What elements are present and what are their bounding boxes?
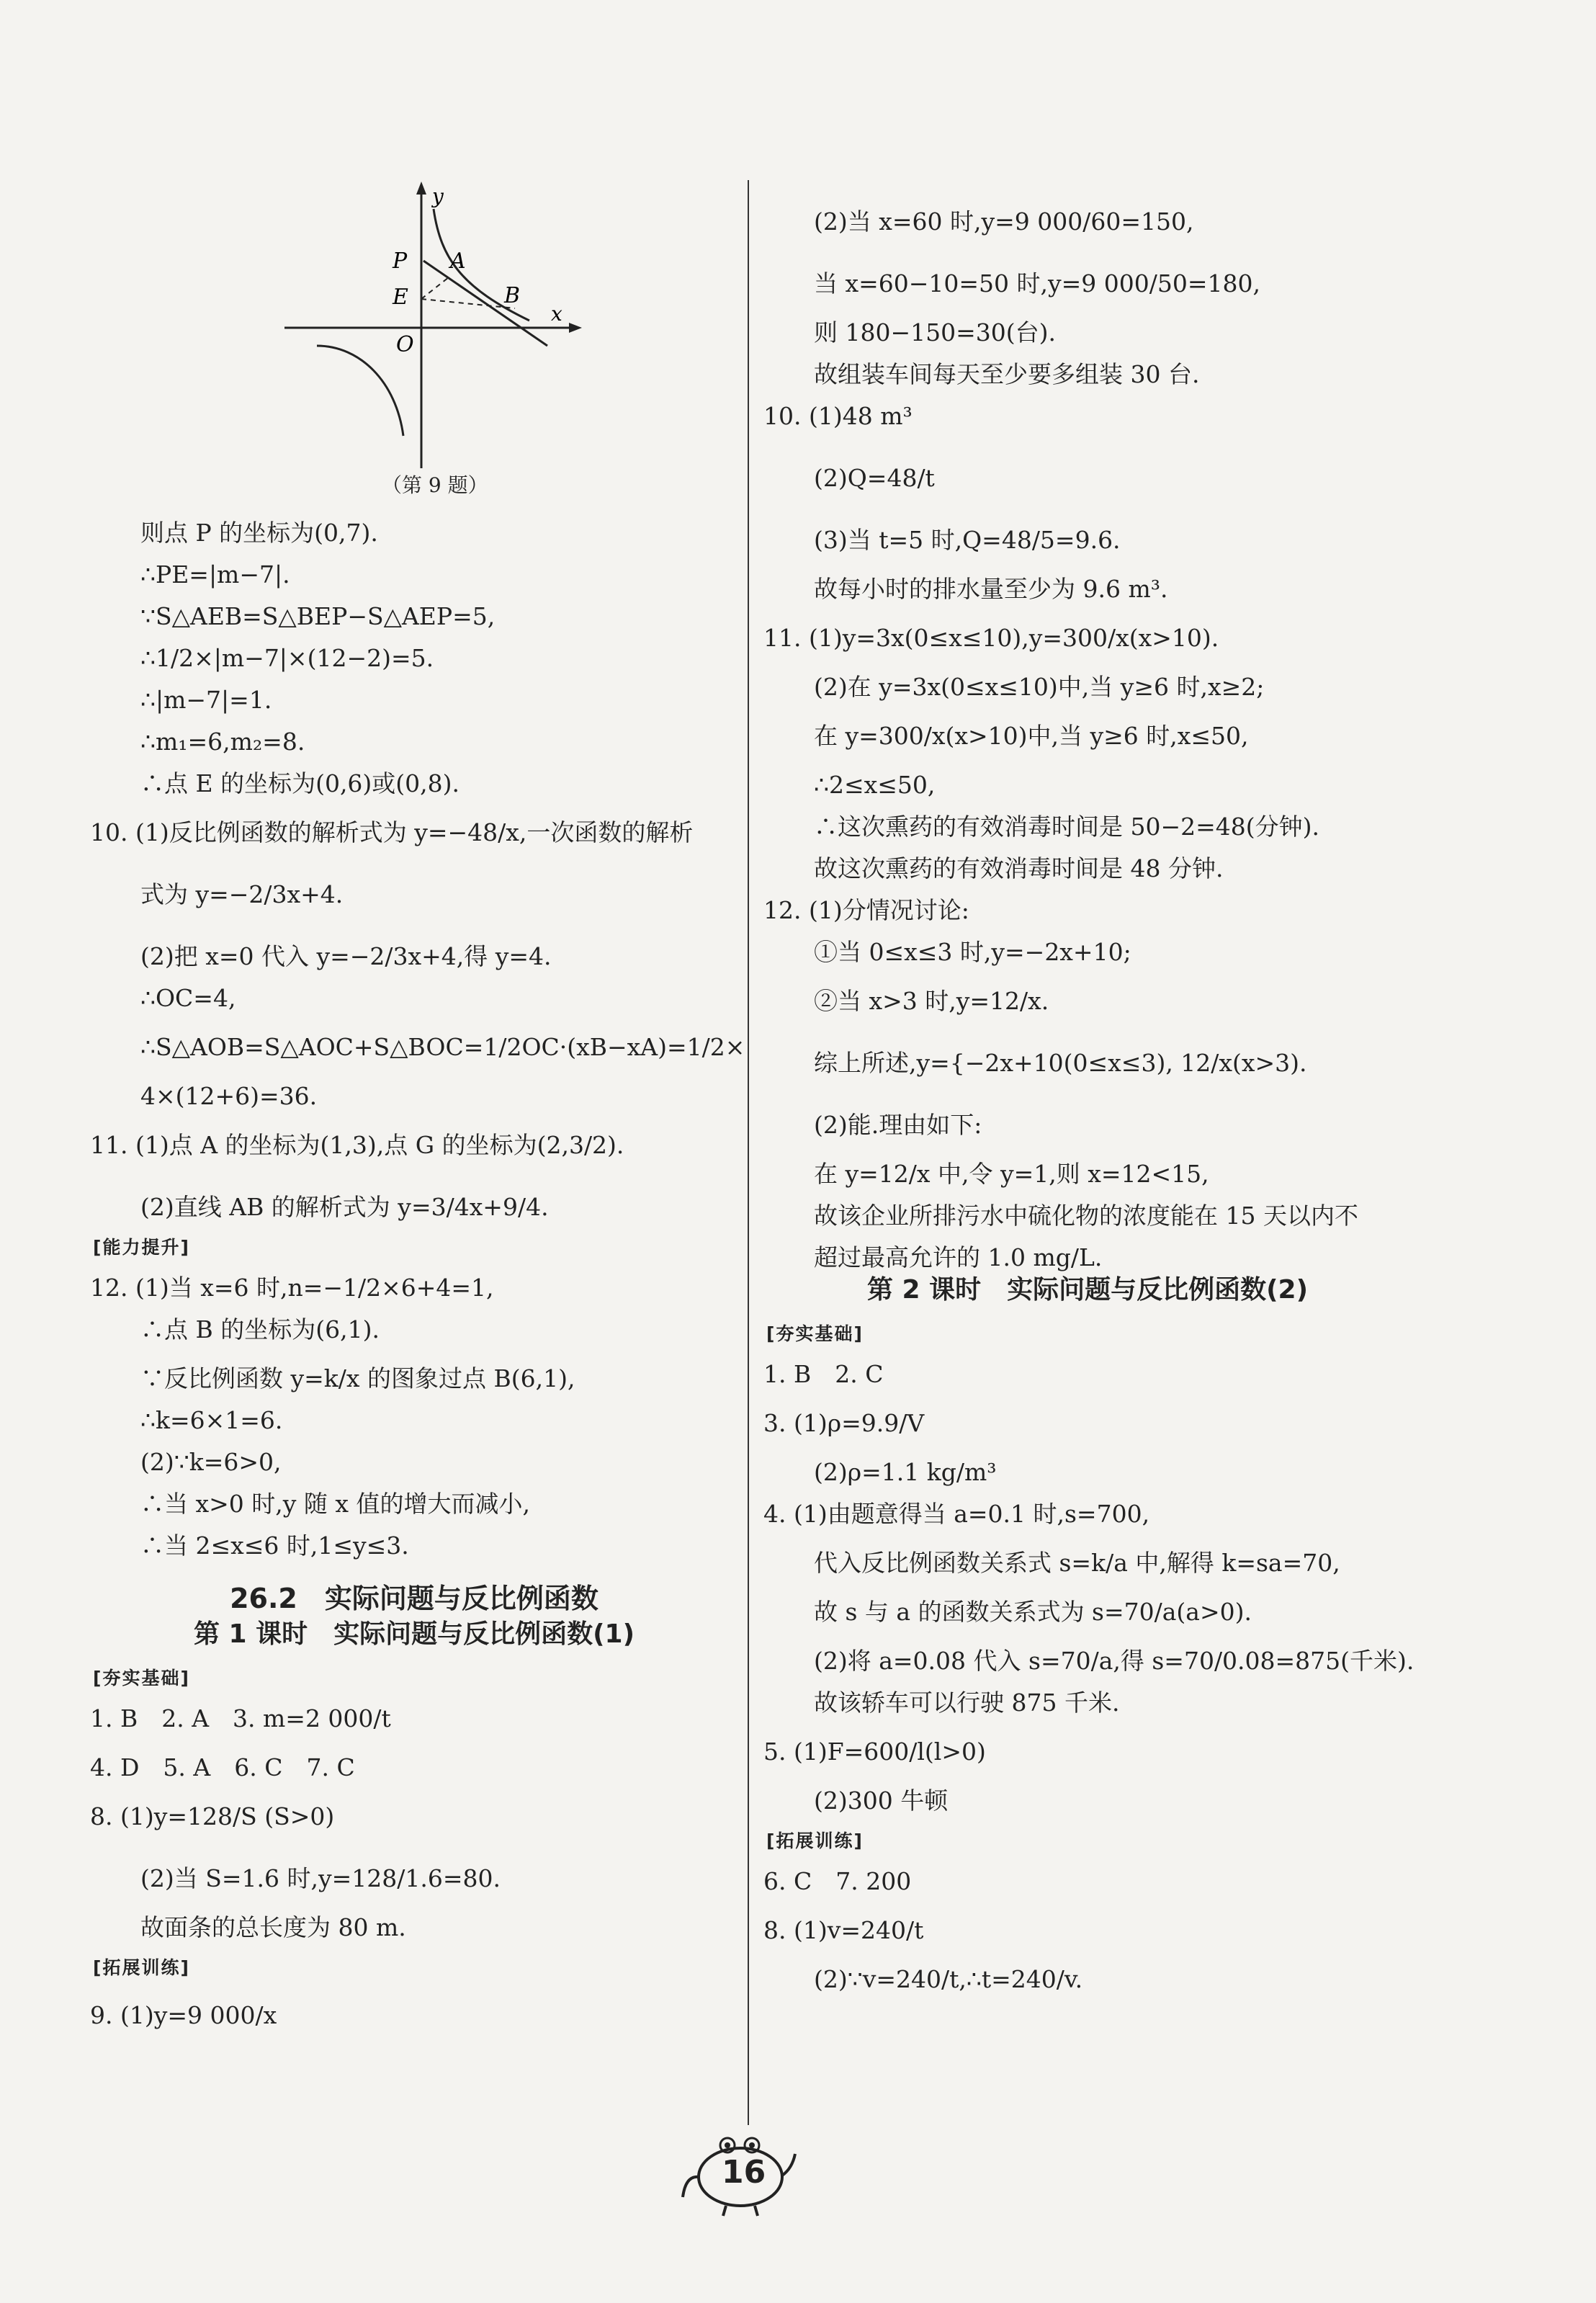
line: ∵反比例函数 y=k/x 的图象过点 B(6,1), — [140, 1364, 575, 1392]
line: 当 x=60−10=50 时,y=9 000/50=180, — [814, 269, 1261, 298]
line: ∴当 x>0 时,y 随 x 值的增大而减小, — [140, 1490, 530, 1518]
label-x: x — [551, 302, 562, 326]
line: (2)ρ=1.1 kg/m³ — [814, 1458, 997, 1486]
line: 式为 y=−2/3x+4. — [140, 880, 344, 908]
figure-caption: （第 9 题） — [382, 473, 488, 497]
dash-eb — [421, 299, 515, 308]
line: 9. (1)y=9 000/x — [90, 2001, 277, 2029]
line: 代入反比例函数关系式 s=k/a 中,解得 k=sa=70, — [814, 1549, 1340, 1577]
column-divider — [748, 180, 749, 2125]
line: 3. (1)ρ=9.9/V — [763, 1409, 925, 1437]
line: (3)当 t=5 时,Q=48/5=9.6. — [814, 526, 1121, 554]
graph-figure — [274, 180, 583, 490]
label-b: B — [504, 283, 521, 308]
line: 故该轿车可以行驶 875 千米. — [814, 1689, 1120, 1717]
line: 4. (1)由题意得当 a=0.1 时,s=700, — [763, 1500, 1150, 1528]
line: 故该企业所排污水中硫化物的浓度能在 15 天以内不 — [814, 1202, 1358, 1230]
line: ②当 x>3 时,y=12/x. — [814, 987, 1049, 1015]
line: 6. C 7. 200 — [763, 1867, 912, 1895]
lesson-title: 第 2 课时 实际问题与反比例函数(2) — [866, 1275, 1309, 1305]
line: (2)在 y=3x(0≤x≤10)中,当 y≥6 时,x≥2; — [814, 673, 1265, 701]
section-tag: [ 夯实基础 ] — [763, 1318, 866, 1347]
section-tag: [ 拓展训练 ] — [763, 1825, 866, 1854]
line: ∴点 E 的坐标为(0,6)或(0,8). — [140, 769, 460, 797]
line: 11. (1)y=3x(0≤x≤10),y=300/x(x>10). — [763, 624, 1219, 652]
line: (2)直线 AB 的解析式为 y=3/4x+9/4. — [140, 1193, 549, 1221]
line: 8. (1)y=128/S (S>0) — [90, 1802, 335, 1830]
line: 超过最高允许的 1.0 mg/L. — [814, 1243, 1103, 1271]
line: 4×(12+6)=36. — [140, 1082, 318, 1110]
line: 11. (1)点 A 的坐标为(1,3),点 G 的坐标为(2,3/2). — [90, 1131, 624, 1159]
line: ∴1/2×|m−7|×(12−2)=5. — [140, 644, 434, 672]
line: ∴PE=|m−7|. — [140, 560, 290, 589]
line: ∴点 B 的坐标为(6,1). — [140, 1315, 380, 1343]
line: (2)能.理由如下: — [814, 1111, 982, 1139]
label-e: E — [393, 285, 408, 310]
line: 故面条的总长度为 80 m. — [140, 1913, 406, 1941]
line: 故组装车间每天至少要多组装 30 台. — [814, 360, 1200, 388]
line: (2)300 牛顿 — [814, 1786, 949, 1815]
line: (2)把 x=0 代入 y=−2/3x+4,得 y=4. — [140, 942, 552, 970]
line: (2)∵v=240/t,∴t=240/v. — [814, 1965, 1083, 1993]
line: 1. B 2. A 3. m=2 000/t — [90, 1704, 391, 1732]
dash-ea — [421, 277, 449, 299]
section-title: 26.2 实际问题与反比例函数 — [230, 1583, 598, 1614]
line: 故这次熏药的有效消毒时间是 48 分钟. — [814, 854, 1224, 882]
line: 故 s 与 a 的函数关系式为 s=70/a(a>0). — [814, 1598, 1252, 1626]
line: ∴m₁=6,m₂=8. — [140, 728, 305, 756]
line: ∴当 2≤x≤6 时,1≤y≤3. — [140, 1531, 409, 1560]
line: 在 y=300/x(x>10)中,当 y≥6 时,x≤50, — [814, 722, 1249, 750]
line: (2)∵k=6>0, — [140, 1448, 282, 1476]
line: ∴S△AOB=S△AOC+S△BOC=1/2OC·(xB−xA)=1/2× — [140, 1033, 745, 1061]
line: (2)将 a=0.08 代入 s=70/a,得 s=70/0.08=875(千米). — [814, 1647, 1415, 1675]
page-number: 16 — [722, 2154, 766, 2191]
line: ∴k=6×1=6. — [140, 1406, 283, 1434]
line: 4. D 5. A 6. C 7. C — [90, 1753, 355, 1781]
label-y: y — [432, 184, 444, 208]
left-column — [90, 519, 745, 2030]
line-ab — [423, 261, 547, 346]
y-arrow — [416, 182, 426, 194]
line: ∴OC=4, — [140, 984, 236, 1012]
line: 则 180−150=30(台). — [814, 318, 1056, 346]
hyperbola-lower — [317, 346, 403, 436]
line: ①当 0≤x≤3 时,y=−2x+10; — [814, 938, 1131, 966]
section-tag: [ 夯实基础 ] — [90, 1663, 193, 1691]
section-tag: [ 拓展训练 ] — [90, 1952, 193, 1981]
line: 则点 P 的坐标为(0,7). — [140, 519, 378, 547]
line: 在 y=12/x 中,令 y=1,则 x=12<15, — [814, 1160, 1209, 1188]
line: 12. (1)分情况讨论: — [763, 896, 969, 924]
label-a: A — [450, 249, 466, 274]
line: 5. (1)F=600/l(l>0) — [763, 1738, 986, 1766]
x-arrow — [569, 323, 582, 333]
section-tag: [ 能力提升 ] — [90, 1232, 193, 1261]
line: 8. (1)v=240/t — [763, 1916, 924, 1944]
page-number-badge — [677, 2132, 807, 2219]
line: ∴这次熏药的有效消毒时间是 50−2=48(分钟). — [814, 813, 1320, 841]
line: 1. B 2. C — [763, 1360, 884, 1388]
line: ∵S△AEB=S△BEP−S△AEP=5, — [140, 602, 496, 630]
line: (2)Q=48/t — [814, 464, 935, 492]
line: 10. (1)48 m³ — [763, 402, 913, 430]
label-o: O — [396, 332, 414, 357]
line: (2)当 x=60 时,y=9 000/60=150, — [814, 207, 1194, 236]
line: 故每小时的排水量至少为 9.6 m³. — [814, 575, 1168, 603]
line: 10. (1)反比例函数的解析式为 y=−48/x,一次函数的解析 — [90, 818, 694, 846]
line: ∴2≤x≤50, — [814, 771, 936, 799]
label-p: P — [393, 249, 408, 274]
line: (2)当 S=1.6 时,y=128/1.6=80. — [140, 1864, 501, 1892]
line: 12. (1)当 x=6 时,n=−1/2×6+4=1, — [90, 1274, 494, 1302]
lesson-title: 第 1 课时 实际问题与反比例函数(1) — [193, 1619, 635, 1649]
line: 综上所述,y={−2x+10(0≤x≤3), 12/x(x>3). — [814, 1049, 1307, 1077]
line: ∴|m−7|=1. — [140, 686, 272, 714]
right-column — [763, 187, 1415, 1994]
